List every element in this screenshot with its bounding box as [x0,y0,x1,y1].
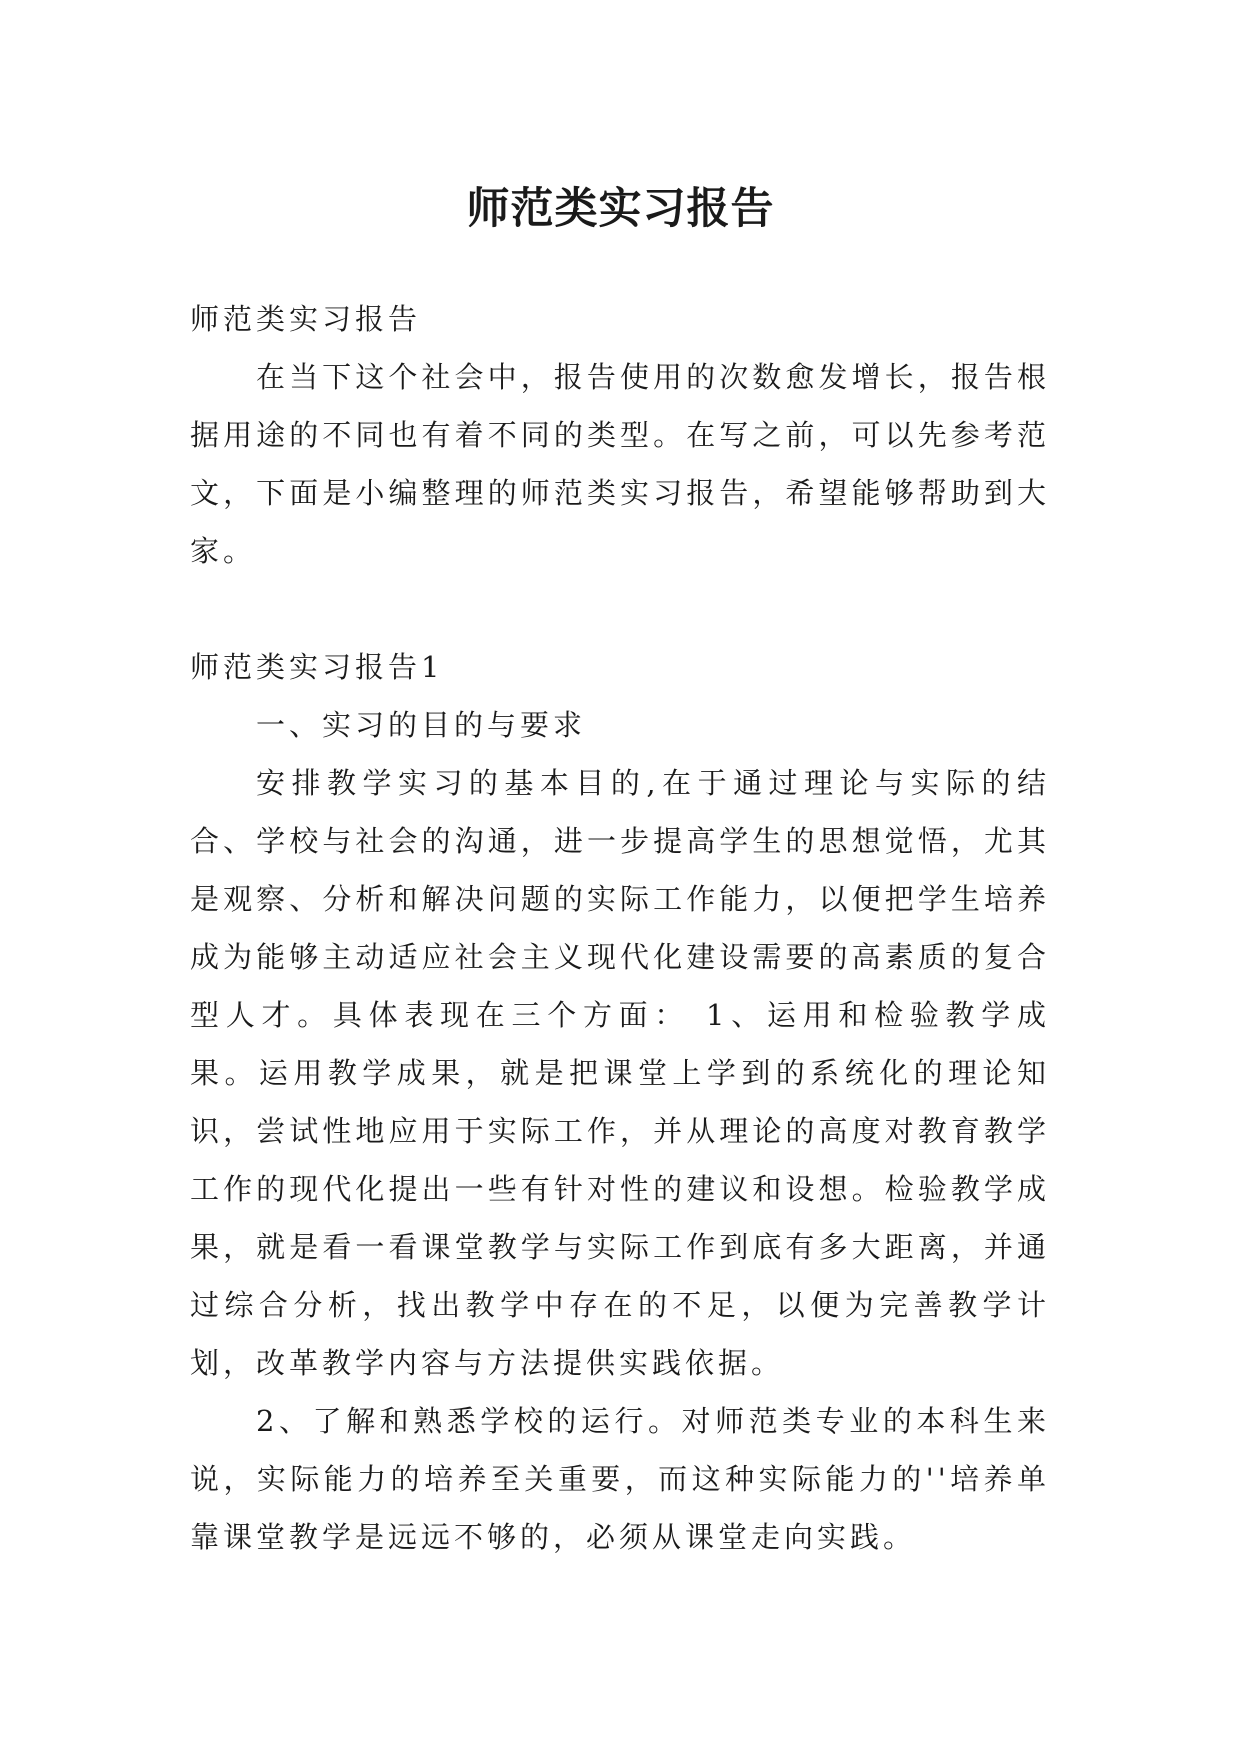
section-heading-purpose: 一、实习的目的与要求 [256,708,587,742]
intro-subtitle: 师范类实习报告 [190,302,422,336]
document-title: 师范类实习报告 [466,183,775,234]
report1-section [190,638,1050,1566]
report1-paragraph-1: 安排教学实习的基本目的,在于通过理论与实际的结合、学校与社会的沟通，进一步提高学生的思想觉悟，尤其是观察、分析和解决问题的实际工作能力，以便把学生培养成为能够主动适应社会主义现代化建设需要的高素质的复合型人才。具体表现在三个方面： 1、运用和检验教学成果。运用教学成果，就是把课堂上学到的系统化的理论知识，尝试性地应用于实际工作，并从理论的高度对教育教学工作的现代化提出一些有针对性的建议和设想。检验教学成果，就是看一看课堂教学与实际工作到底有多大距离，并通过综合分析，找出教学中存在的不足，以便为完善教学计划，改革教学内容与方法提供实践依据。 [190,766,1050,1380]
intro-paragraph: 在当下这个社会中，报告使用的次数愈发增长，报告根据用途的不同也有着不同的类型。在写之前，可以先参考范文，下面是小编整理的师范类实习报告，希望能够帮助到大家。 [190,360,1050,568]
report1-paragraph-2: 2、了解和熟悉学校的运行。对师范类专业的本科生来说，实际能力的培养至关重要，而这种实际能力的''培养单靠课堂教学是远远不够的，必须从课堂走向实践。 [190,1404,1050,1554]
intro-section [190,290,1050,580]
report1-heading: 师范类实习报告1 [190,650,444,684]
